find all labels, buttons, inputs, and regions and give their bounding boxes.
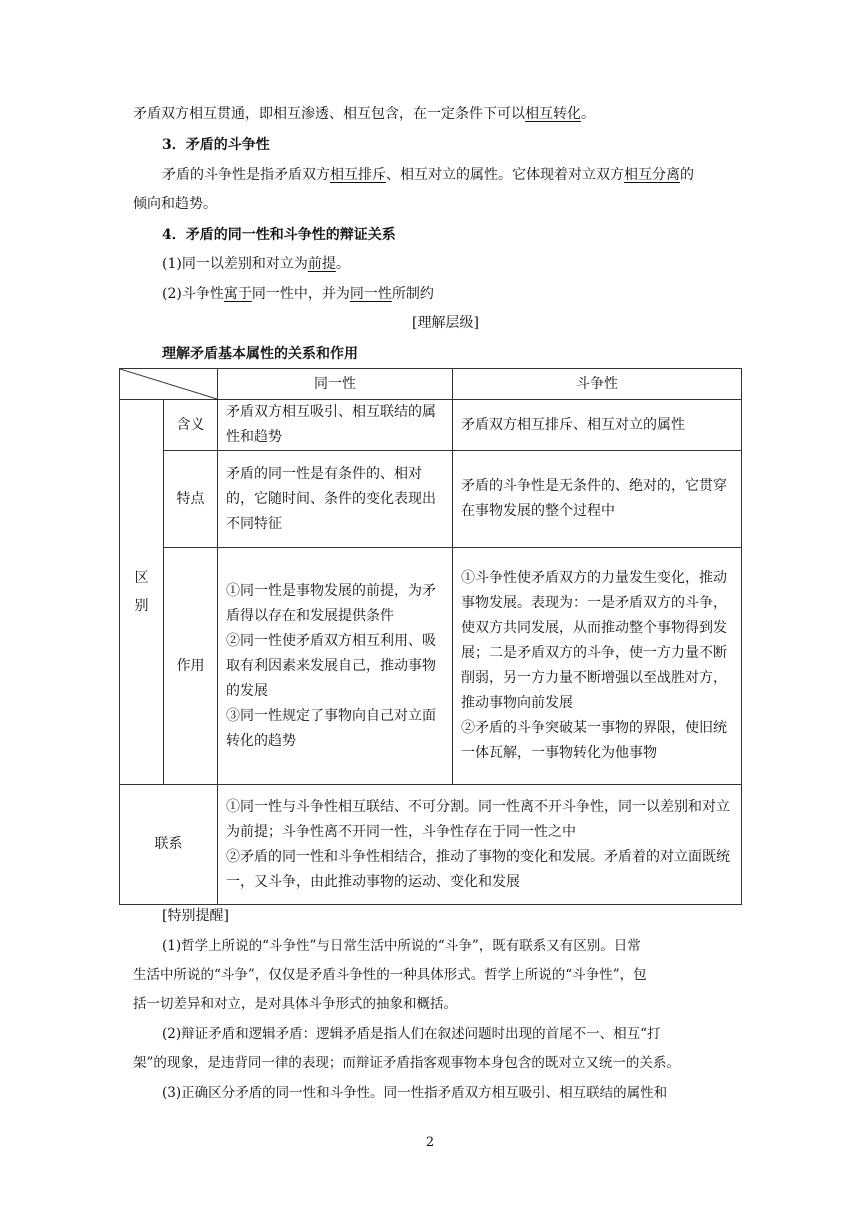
s3-text-a: 矛盾的斗争性是指矛盾双方	[162, 167, 330, 183]
s4-i2-key-term-1: 寓于	[223, 286, 252, 302]
s4-i2-text-c: 所制约	[391, 286, 434, 302]
column-header-identity: 同一性	[218, 369, 453, 400]
section-3-paragraph-line2: 倾向和趋势。	[133, 196, 217, 212]
s3-key-term-1: 相互排斥	[330, 167, 386, 183]
row-label-features: 特点	[164, 451, 218, 548]
section-4-item-1	[162, 254, 350, 274]
row-group-distinction-label: 区别	[134, 570, 149, 614]
s4-i1-key-term: 前提	[307, 256, 336, 272]
cell-features-identity: 矛盾的同一性是有条件的、相对的，它随时间、条件的变化表现出不同特征	[218, 451, 453, 548]
cell-function-identity	[218, 548, 453, 785]
s3-text-b: 、相互对立的属性。它体现着对立双方	[386, 167, 624, 183]
cell-connection	[218, 785, 742, 905]
section-4-item-2	[162, 284, 434, 304]
tip-2-line-1: (2)辩证矛盾和逻辑矛盾：逻辑矛盾是指人们在叙述问题时出现的首尾不一、相互“打	[162, 1026, 661, 1042]
row-label-connection: 联系	[120, 785, 218, 905]
cell-meaning-struggle: 矛盾双方相互排斥、相互对立的属性	[453, 400, 742, 451]
intro-line	[133, 104, 595, 124]
s4-i2-key-term-2: 同一性	[349, 286, 392, 302]
comparison-table	[119, 368, 742, 905]
column-header-struggle: 斗争性	[453, 369, 742, 400]
function-struggle-point-1: ①斗争性使矛盾双方的力量发生变化，推动事物发展。表现为：一是矛盾双方的斗争，使双方共同发展，从而推动整个事物得到发展；二是矛盾双方的斗争，使一方力量不断削弱，另一方力量不断增强以至战胜对方，推动事物向前发展	[461, 570, 727, 711]
tips-heading: [特别提醒]	[162, 908, 229, 924]
cell-meaning-identity: 矛盾双方相互吸引、相互联结的属性和趋势	[218, 400, 453, 451]
row-label-meaning: 含义	[164, 400, 218, 451]
table-corner-cell	[120, 369, 218, 400]
intro-key-term: 相互转化	[525, 106, 581, 122]
tip-2-line-2: 架”的现象，是违背同一律的表现；而辩证矛盾指客观事物本身包含的既对立又统一的关系。	[133, 1055, 680, 1071]
section-4-heading: 4．矛盾的同一性和斗争性的辩证关系	[162, 227, 396, 243]
tip-1-line-2: 生活中所说的“斗争”，仅仅是矛盾斗争性的一种具体形式。哲学上所说的“斗争性”，包	[133, 967, 647, 983]
s4-i2-text-b: 同一性中，并为	[251, 286, 350, 302]
cell-function-struggle	[453, 548, 742, 785]
section-3-heading: 3．矛盾的斗争性	[162, 137, 270, 153]
function-identity-point-1: ①同一性是事物发展的前提，为矛盾得以存在和发展提供条件	[226, 582, 436, 624]
level-label: [理解层级]	[412, 315, 479, 331]
table-title: 理解矛盾基本属性的关系和作用	[162, 346, 358, 362]
row-group-distinction	[120, 400, 164, 785]
tip-3-line-1: (3)正确区分矛盾的同一性和斗争性。同一性指矛盾双方相互吸引、相互联结的属性和	[162, 1085, 668, 1101]
tip-1-line-3: 括一切差异和对立，是对具体斗争形式的抽象和概括。	[133, 996, 457, 1012]
tip-1-line-1: (1)哲学上所说的“斗争性”与日常生活中所说的“斗争”，既有联系又有区别。日常	[162, 938, 641, 954]
s3-key-term-2: 相互分离	[624, 167, 680, 183]
diagonal-line	[120, 369, 217, 399]
intro-text: 矛盾双方相互贯通，即相互渗透、相互包含，在一定条件下可以	[133, 106, 525, 122]
section-3-paragraph-line1	[162, 165, 694, 185]
cell-features-struggle: 矛盾的斗争性是无条件的、绝对的，它贯穿在事物发展的整个过程中	[453, 451, 742, 548]
page-number: 2	[425, 1135, 435, 1150]
function-identity-point-2: ②同一性使矛盾双方相互利用、吸取有利因素来发展自己，推动事物的发展	[226, 632, 436, 699]
s4-i1-period: 。	[335, 256, 350, 272]
connection-point-1: ①同一性与斗争性相互联结、不可分割。同一性离不开斗争性，同一以差别和对立为前提；斗争性离不开同一性，斗争性存在于同一性之中	[226, 798, 730, 840]
s3-text-c: 的	[680, 167, 694, 183]
intro-period: 。	[581, 106, 595, 122]
row-label-function: 作用	[164, 548, 218, 785]
s4-i2-text-a: (2)斗争性	[162, 286, 224, 302]
connection-point-2: ②矛盾的同一性和斗争性相结合，推动了事物的变化和发展。矛盾着的对立面既统一，又斗争，由此推动事物的运动、变化和发展	[226, 848, 730, 890]
s4-i1-text: (1)同一以差别和对立为	[162, 256, 308, 272]
function-identity-point-3: ③同一性规定了事物向自己对立面转化的趋势	[226, 707, 436, 749]
function-struggle-point-2: ②矛盾的斗争突破某一事物的界限，使旧统一体瓦解，一事物转化为他事物	[461, 720, 727, 761]
